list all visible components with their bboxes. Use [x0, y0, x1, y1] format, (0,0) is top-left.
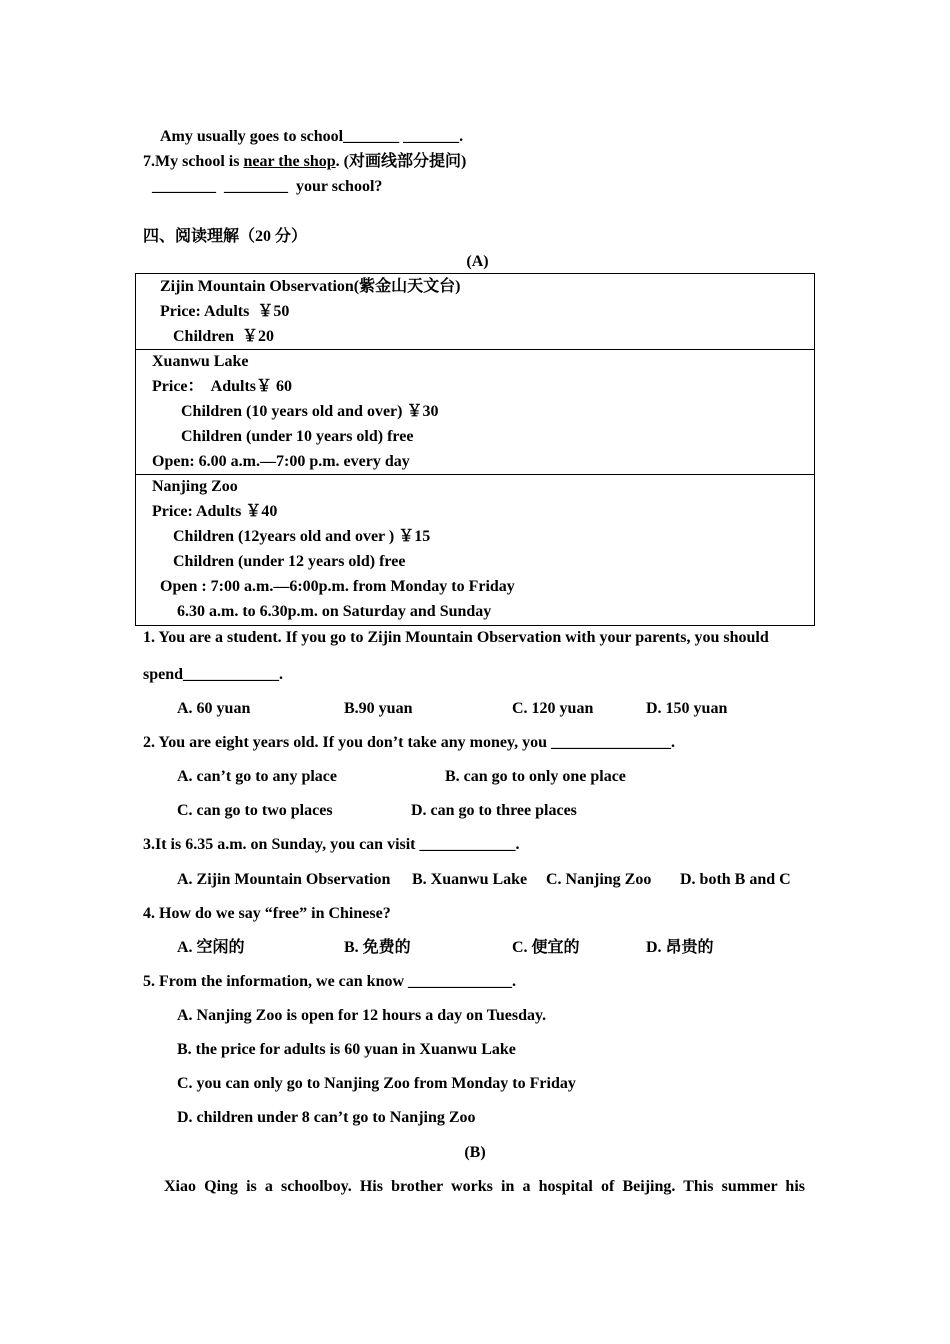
- part-a-label: (A): [466, 253, 489, 270]
- zijin-name: Zijin Mountain Observation(紫金山天文台): [160, 278, 461, 295]
- q1-option-d: D. 150 yuan: [646, 700, 728, 717]
- section-title: 四、阅读理解（20 分）: [143, 228, 308, 245]
- zoo-children-under: Children (under 12 years old) free: [173, 553, 406, 570]
- zijin-price-children: Children ￥20: [173, 328, 275, 345]
- q1-stem-cont: spend____________.: [143, 666, 284, 683]
- q1-option-a: A. 60 yuan: [177, 700, 251, 717]
- q1-option-b: B.90 yuan: [344, 700, 413, 717]
- q4-option-c: C. 便宜的: [512, 939, 580, 956]
- xuanwu-name: Xuanwu Lake: [152, 353, 249, 370]
- q2-option-d: D. can go to three places: [411, 802, 577, 819]
- q1-option-c: C. 120 yuan: [512, 700, 594, 717]
- q5-stem: 5. From the information, we can know _____________.: [143, 973, 517, 990]
- q3-option-d: D. both B and C: [680, 871, 791, 888]
- q7-answer-line: ________ ________ your school?: [152, 178, 383, 195]
- q5-option-d: D. children under 8 can’t go to Nanjing Zoo: [177, 1109, 476, 1126]
- q4-option-d: D. 昂贵的: [646, 939, 714, 956]
- xuanwu-open: Open: 6.00 a.m.—7:00 p.m. every day: [152, 453, 410, 470]
- q7-underlined: near the shop: [243, 153, 336, 170]
- q3-option-b: B. Xuanwu Lake: [412, 871, 528, 888]
- xuanwu-price-adults: Price： Adults￥ 60: [152, 378, 292, 395]
- q3-option-c: C. Nanjing Zoo: [546, 871, 652, 888]
- zoo-open-weekend: 6.30 a.m. to 6.30p.m. on Saturday and Sunday: [177, 603, 492, 620]
- q6-answer-line: Amy usually goes to school_______ _______.: [160, 128, 464, 145]
- xuanwu-children-over: Children (10 years old and over) ￥30: [181, 403, 439, 420]
- q3-option-a: A. Zijin Mountain Observation: [177, 871, 391, 888]
- q4-option-b: B. 免费的: [344, 939, 411, 956]
- q2-option-a: A. can’t go to any place: [177, 768, 337, 785]
- xuanwu-children-under: Children (under 10 years old) free: [181, 428, 414, 445]
- q5-option-b: B. the price for adults is 60 yuan in Xuanwu Lake: [177, 1041, 516, 1058]
- q5-option-a: A. Nanjing Zoo is open for 12 hours a day on Tuesday.: [177, 1007, 547, 1024]
- q3-stem: 3.It is 6.35 a.m. on Sunday, you can visit ____________.: [143, 836, 520, 853]
- q7-prefix: 7.My school is: [143, 153, 244, 170]
- zoo-price-adults: Price: Adults ￥40: [152, 503, 278, 520]
- q5-option-c: C. you can only go to Nanjing Zoo from Monday to Friday: [177, 1075, 576, 1092]
- q2-stem: 2. You are eight years old. If you don’t take any money, you _______________.: [143, 734, 676, 751]
- zoo-children-over: Children (12years old and over ) ￥15: [173, 528, 431, 545]
- zoo-name: Nanjing Zoo: [152, 478, 238, 495]
- part-b-label: (B): [464, 1144, 486, 1161]
- q7-prompt: [143, 152, 466, 172]
- zijin-price-adults: Price: Adults ￥50: [160, 303, 290, 320]
- q2-option-c: C. can go to two places: [177, 802, 333, 819]
- q1-stem: 1. You are a student. If you go to Zijin Mountain Observation with your parents, you should: [143, 629, 769, 646]
- zoo-open-weekday: Open : 7:00 a.m.—6:00p.m. from Monday to Friday: [160, 578, 515, 595]
- q4-option-a: A. 空闲的: [177, 939, 245, 956]
- q4-stem: 4. How do we say “free” in Chinese?: [143, 905, 391, 922]
- passage-b-line: Xiao Qing is a schoolboy. His brother works in a hospital of Beijing. This summer his: [164, 1178, 805, 1195]
- q7-suffix: . (对画线部分提问): [335, 153, 467, 170]
- q2-option-b: B. can go to only one place: [445, 768, 626, 785]
